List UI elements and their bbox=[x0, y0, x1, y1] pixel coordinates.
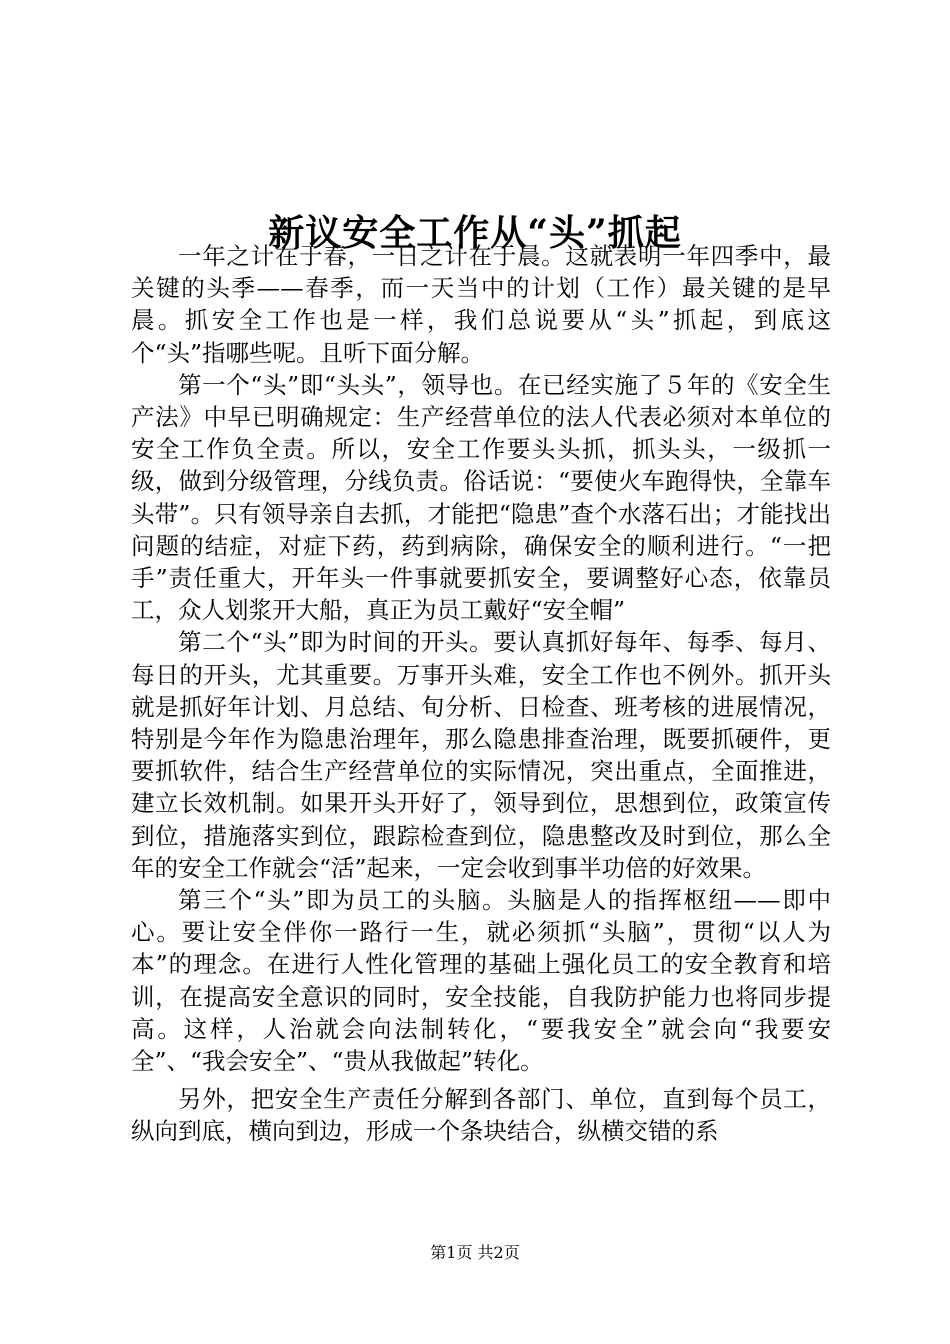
document-title: 新议安全工作从“头”抓起 bbox=[268, 212, 682, 255]
paragraph-3: 第二个“头”即为时间的开头。要认真抓好每年、每季、每月、每日的开头，尤其重要。万事开头难，安全工作也不例外。抓开头就是抓好年计划、月总结、旬分析、日检查、班考核的进展情况，特别是今年作为隐患治理年，那么隐患排查治理，既要抓硬件，更要抓软件，结合生产经营单位的实际情况，突出重点，全面推进，建立长效机制。如果开头开好了，领导到位，思想到位，政策宣传到位，措施落实到位，跟踪检查到位，隐患整改及时到位，那么全年的安全工作就会“活”起来，一定会收到事半功倍的好效果。 bbox=[131, 628, 831, 882]
page-footer: 第1页 共2页 bbox=[430, 1243, 520, 1262]
paragraph-5: 另外，把安全生产责任分解到各部门、单位，直到每个员工，纵向到底，横向到边，形成一个条块结合，纵横交错的系 bbox=[131, 1085, 831, 1146]
document-body bbox=[131, 240, 831, 1148]
paragraph-2: 第一个“头”即“头头”，领导也。在已经实施了５年的《安全生产法》中早已明确规定：生产经营单位的法人代表必须对本单位的安全工作负全责。所以，安全工作要头头抓，抓头头，一级抓一级，做到分级管理，分线负责。俗话说：“要使火车跑得快，全靠车头带”。只有领导亲自去抓，才能把“隐患”查个水落石出；才能找出问题的结症，对症下药，药到病除，确保安全的顺利进行。“一把手”责任重大，开年头一件事就要抓安全，要调整好心态，依靠员工，众人划浆开大船，真正为员工戴好“安全帽” bbox=[131, 370, 831, 625]
paragraph-4: 第三个“头”即为员工的头脑。头脑是人的指挥枢纽——即中心。要让安全伴你一路行一生，就必须抓“头脑”，贯彻“以人为本”的理念。在进行人性化管理的基础上强化员工的安全教育和培训，在提高安全意识的同时，安全技能，自我防护能力也将同步提高。这样，人治就会向法制转化，“要我安全”就会向“我要安全”、“我会安全”、“贵从我做起”转化。 bbox=[131, 886, 831, 1076]
paragraph-1: 一年之计在于春，一日之计在于晨。这就表明一年四季中，最关键的头季——春季，而一天当中的计划（工作）最关键的是早晨。抓安全工作也是一样，我们总说要从“头”抓起，到底这个“头”指哪些呢。且听下面分解。 bbox=[131, 242, 831, 367]
